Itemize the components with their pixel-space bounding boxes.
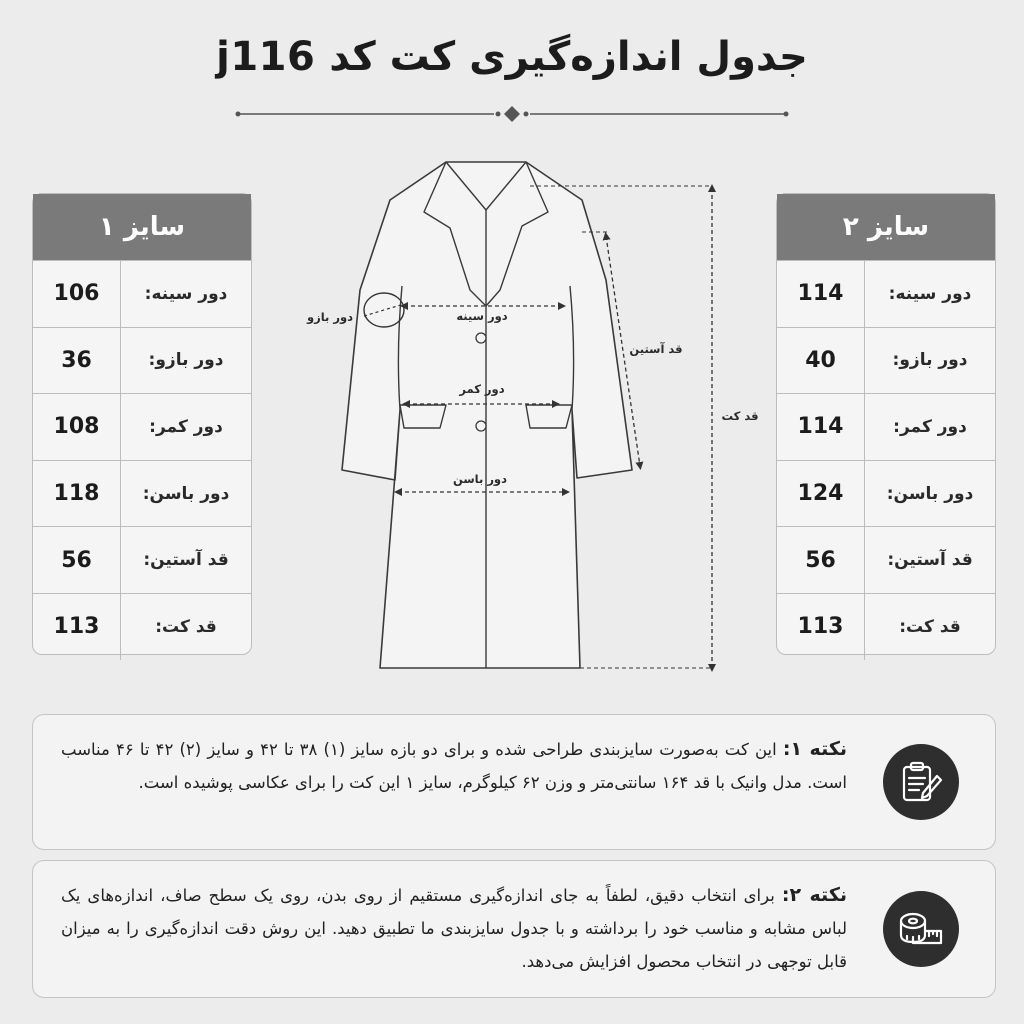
clipboard-pencil-icon <box>883 744 959 820</box>
label-waist: دور کمر <box>459 382 505 396</box>
size-1-row-hip <box>33 460 251 527</box>
label-hip: دور باسن <box>453 472 507 486</box>
size-2-row-waist <box>777 393 995 460</box>
row-value: 118 <box>53 481 100 507</box>
size-2-row-arm <box>777 327 995 394</box>
row-value: 56 <box>805 547 836 573</box>
size-2-header: سایز ۲ <box>777 194 995 260</box>
row-label: قد آستین: <box>864 527 995 593</box>
row-value: 124 <box>797 481 844 507</box>
row-label: دور سینه: <box>120 261 251 327</box>
note-1-body: این کت به‌صورت سایزبندی طراحی شده و برای دو بازه سایز (۱) ۳۸ تا ۴۲ و سایز (۲) ۴۲ تا ۴۶ مناسب است. مدل وانیک با قد ۱۶۴ سانتی‌متر و وزن ۶۲ کیلوگرم، سایز ۱ این کت را برای عکاسی پوشیده است. <box>61 740 847 792</box>
row-label: قد آستین: <box>120 527 251 593</box>
note-2-text <box>61 879 847 978</box>
row-label: دور باسن: <box>120 461 251 527</box>
row-value: 113 <box>53 614 100 640</box>
note-2-body: برای انتخاب دقیق، لطفاً به جای اندازه‌گیری مستقیم از روی بدن، روی یک سطح صاف، اندازه‌های یک لباس مشابه و مناسب خود را برداشته و با جدول سایزبندی ما تطبیق دهید. این روش دقت اندازه‌گیری را به میزان قابل توجهی در انتخاب محصول افزایش می‌دهد. <box>61 886 847 971</box>
note-1-label: نکته ۱: <box>782 738 848 760</box>
row-label: دور بازو: <box>120 328 251 394</box>
row-value: 108 <box>53 414 100 440</box>
measuring-tape-icon <box>883 891 959 967</box>
label-sleeve: قد آستین <box>629 342 683 356</box>
page-title: جدول اندازه‌گیری کت کد j116 <box>216 34 808 80</box>
note-2-label: نکته ۲: <box>781 884 847 906</box>
size-1-row-arm <box>33 327 251 394</box>
row-label: قد کت: <box>864 594 995 660</box>
size-1-table <box>32 193 252 655</box>
coat-diagram <box>300 150 759 690</box>
size-2-row-length <box>777 593 995 660</box>
note-2 <box>32 860 996 998</box>
row-value: 114 <box>797 414 844 440</box>
label-arm: دور بازو <box>306 310 354 324</box>
size-1-row-sleeve <box>33 526 251 593</box>
size-2-table <box>776 193 996 655</box>
size-1-header: سایز ۱ <box>33 194 251 260</box>
note-1 <box>32 714 996 850</box>
row-value: 113 <box>797 614 844 640</box>
row-value: 114 <box>797 281 844 307</box>
label-chest: دور سینه <box>456 309 508 323</box>
row-value: 40 <box>805 347 836 373</box>
row-label: دور کمر: <box>864 394 995 460</box>
size-1-row-waist <box>33 393 251 460</box>
title-divider <box>236 102 788 126</box>
size-1-row-chest <box>33 260 251 327</box>
coat-outline <box>342 162 632 668</box>
row-label: دور باسن: <box>864 461 995 527</box>
size-2-row-chest <box>777 260 995 327</box>
row-label: دور سینه: <box>864 261 995 327</box>
note-1-text <box>61 733 847 799</box>
size-2-row-hip <box>777 460 995 527</box>
row-value: 36 <box>61 347 92 373</box>
size-1-row-length <box>33 593 251 660</box>
row-label: دور کمر: <box>120 394 251 460</box>
row-value: 56 <box>61 547 92 573</box>
label-length: قد کت <box>721 409 759 423</box>
row-value: 106 <box>53 281 100 307</box>
row-label: قد کت: <box>120 594 251 660</box>
size-2-row-sleeve <box>777 526 995 593</box>
row-label: دور بازو: <box>864 328 995 394</box>
